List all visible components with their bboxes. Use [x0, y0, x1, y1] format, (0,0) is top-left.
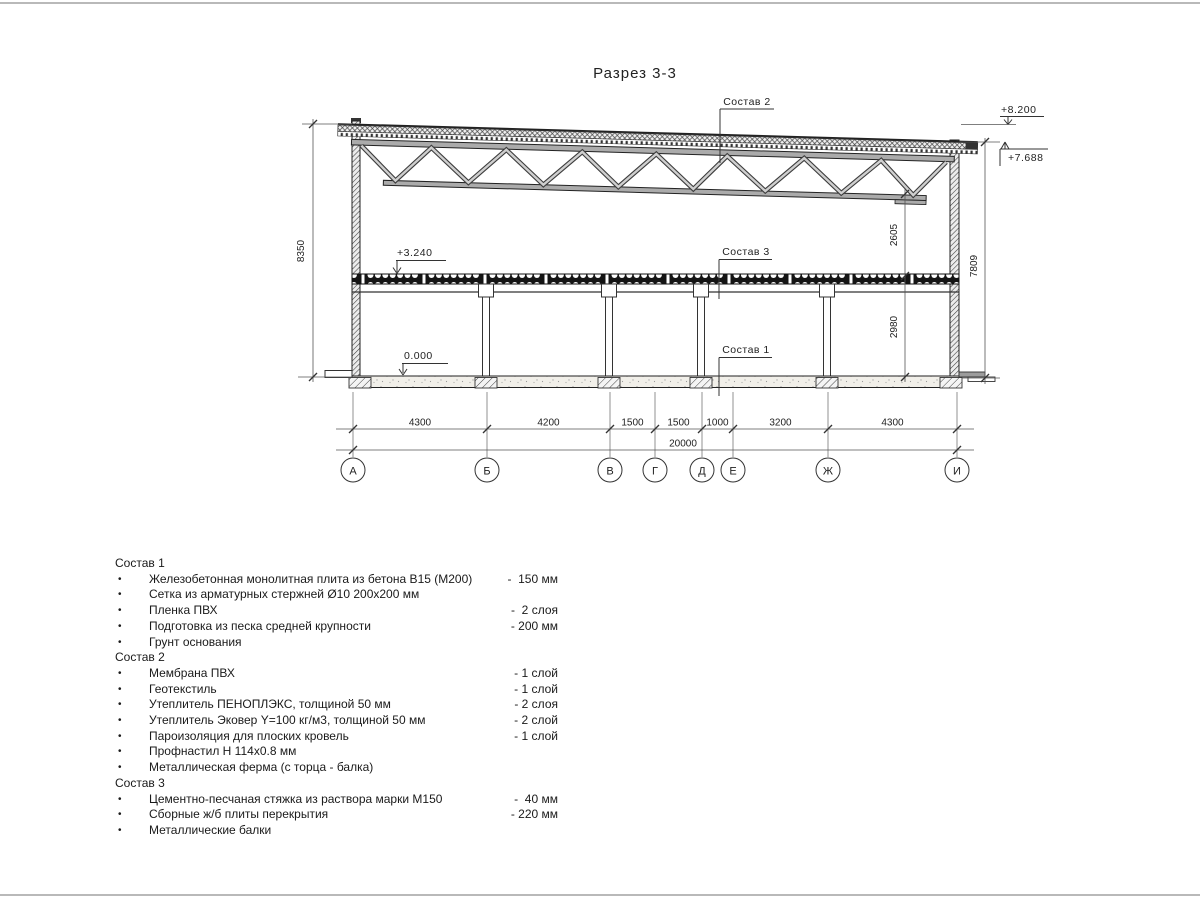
legend-item: [112, 760, 558, 776]
composition3-label: Состав 3: [722, 246, 770, 258]
legend-item: [112, 823, 558, 839]
columns: [479, 284, 835, 376]
legend-item: [112, 729, 558, 745]
elevation-roof-eave-value: +7.688: [1008, 152, 1044, 164]
bullet-icon: •: [118, 699, 122, 711]
legend-item-value: - 220 мм: [510, 807, 558, 822]
axis-bubble-b: [475, 458, 499, 482]
legend-item-value: - 2 слой: [514, 713, 558, 728]
bullet-icon: •: [118, 667, 122, 679]
ground-slab: [325, 371, 995, 389]
legend-section-title: Состав 3: [115, 775, 165, 790]
bullet-icon: •: [118, 605, 122, 617]
plinth-left: [325, 371, 352, 378]
sheet-border-top: [0, 2, 1200, 4]
roof-edge-cap: [966, 143, 978, 150]
elevation-roof-eave: [1000, 142, 1048, 166]
legend-item-text: Металлические балки: [149, 822, 272, 837]
legend-item-text: Подготовка из песка средней крупности: [149, 618, 371, 633]
bullet-icon: •: [118, 746, 122, 758]
legend-item-text: Металлическая ферма (с торца - балка): [149, 760, 374, 775]
legend-item: [112, 587, 558, 603]
dimension-right-outer: [959, 138, 1000, 384]
elevation-floor-value: +3.240: [397, 247, 433, 259]
axis-bubbles: [341, 458, 969, 482]
legend-item-text: Пароизоляция для плоских кровель: [149, 728, 349, 743]
elevation-roof-top: [961, 104, 1044, 125]
span-dim: 4200: [537, 417, 560, 429]
legend-item-text: Железобетонная монолитная плита из бетона В15 (М200): [149, 571, 473, 586]
legend-item-value: - 150 мм: [507, 571, 558, 586]
elevation-roof-top-value: +8.200: [1001, 104, 1037, 116]
bullet-icon: •: [118, 793, 122, 805]
legend-item: [112, 572, 558, 588]
elevation-ground-value: 0.000: [404, 350, 433, 362]
axis-bubble-v: [598, 458, 622, 482]
truss-end-plate: [895, 200, 926, 205]
roof-assembly: [336, 124, 978, 206]
legend-item: [112, 635, 558, 651]
dimension-right-inner: [889, 188, 909, 382]
span-dim: 1000: [706, 417, 729, 429]
legend-item-text: Профнастил Н 114x0.8 мм: [149, 744, 297, 759]
span-dim: 4300: [408, 417, 432, 429]
bullet-icon: •: [118, 809, 122, 821]
legend-item-value: - 2 слоя: [511, 603, 558, 618]
legend-item: [112, 807, 558, 823]
axis-bubble-i: [945, 458, 969, 482]
bullet-icon: •: [118, 824, 122, 836]
axis-label: В: [606, 465, 614, 478]
legend-item: [112, 666, 558, 682]
column: [820, 284, 835, 376]
total-span-dim: 20000: [669, 438, 697, 450]
legend-section-title: Состав 2: [115, 650, 165, 665]
bullet-icon: •: [118, 683, 122, 695]
axis-label: Д: [698, 465, 706, 478]
legend-item: [112, 682, 558, 698]
leader-composition1: [719, 344, 772, 396]
legend-item-value: - 200 мм: [510, 618, 558, 633]
bullet-icon: •: [118, 762, 122, 774]
legend-item: [112, 792, 558, 808]
plinth-right-upper: [959, 372, 985, 377]
legend-item-text: Утеплитель ПЕНОПЛЭКС, толщиной 50 мм: [149, 697, 391, 712]
legend-item-value: - 2 слоя: [514, 697, 558, 712]
wall-right: [950, 140, 959, 377]
dim-floor-to-ground-value: 2980: [889, 315, 900, 339]
axis-label: А: [349, 465, 357, 478]
legend-item-value: - 1 слой: [514, 728, 558, 743]
axis-bubble-g: [643, 458, 667, 482]
floor-slab: [352, 274, 959, 292]
legend-item-value: - 40 мм: [514, 791, 558, 806]
wall-left: [351, 118, 361, 377]
legend-item-text: Утеплитель Эковер Y=100 кг/м3, толщиной 50 мм: [149, 713, 426, 728]
axis-bubble-d: [690, 458, 714, 482]
column: [602, 284, 617, 376]
legend-section-title: Состав 1: [115, 556, 165, 570]
legend-item-text: Мембрана ПВХ: [149, 665, 235, 680]
legend-item-text: Геотекстиль: [149, 681, 217, 696]
span-dim: 4300: [881, 417, 904, 429]
axis-label: И: [953, 465, 961, 478]
legend-item: [112, 619, 558, 635]
axis-extension-lines: [353, 392, 957, 457]
legend-item-text: Сетка из арматурных стержней Ø10 200x200 мм: [149, 587, 420, 602]
axis-bubble-a: [341, 458, 365, 482]
column: [694, 284, 709, 376]
dim-truss-to-floor-value: 2605: [889, 223, 900, 247]
dim-right-height-value: 7809: [969, 254, 980, 278]
span-dim: 3200: [769, 417, 792, 429]
axis-label: Г: [652, 465, 658, 478]
span-dim: 1500: [621, 417, 644, 429]
bullet-icon: •: [118, 573, 122, 585]
axis-label: Е: [729, 465, 737, 478]
dimension-left-height: [296, 119, 352, 382]
sheet-border-bottom: [0, 894, 1200, 896]
legend-item: [112, 603, 558, 619]
composition1-label: Состав 1: [722, 344, 770, 356]
axis-bubble-e: [721, 458, 745, 482]
legend-item-text: Цементно-песчаная стяжка из раствора марки М150: [149, 791, 443, 806]
span-dim: 1500: [667, 417, 690, 429]
legend-item: [112, 697, 558, 713]
bullet-icon: •: [118, 620, 122, 632]
legend-item-text: Пленка ПВХ: [149, 603, 218, 618]
legend-item-text: Сборные ж/б плиты перекрытия: [149, 807, 329, 822]
bullet-icon: •: [118, 636, 122, 648]
composition-legend: [112, 556, 558, 839]
composition2-label: Состав 2: [723, 96, 771, 108]
axis-label: Ж: [822, 465, 834, 478]
axis-label: Б: [483, 465, 491, 478]
axis-bubble-zh: [816, 458, 840, 482]
legend-item-value: - 1 слой: [514, 681, 558, 696]
bullet-icon: •: [118, 589, 122, 601]
leader-composition3: [719, 246, 772, 299]
drawing-title: Разрез 3-3: [593, 65, 677, 82]
elevation-ground: [399, 350, 448, 375]
legend-item: [112, 744, 558, 760]
legend-item-value: - 1 слой: [514, 665, 558, 680]
column: [479, 284, 494, 376]
dim-left-height-value: 8350: [296, 239, 307, 263]
elevation-floor: [393, 247, 446, 274]
bullet-icon: •: [118, 715, 122, 727]
legend-item-text: Грунт основания: [149, 634, 242, 649]
bullet-icon: •: [118, 730, 122, 742]
legend-item: [112, 713, 558, 729]
